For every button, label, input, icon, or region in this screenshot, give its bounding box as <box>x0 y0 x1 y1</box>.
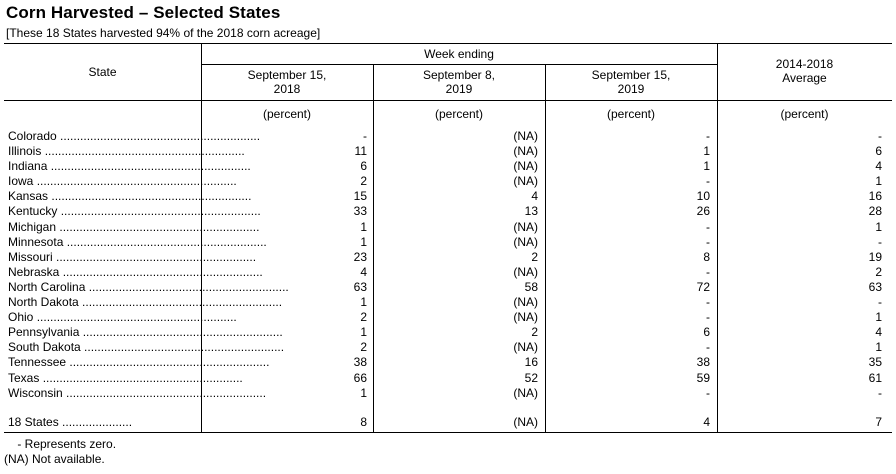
cell-value: 63 <box>868 279 882 294</box>
cell-value: 1 <box>703 159 710 174</box>
cell-value: (NA) <box>513 174 538 189</box>
state-name: South Dakota ............................................................ <box>8 340 285 355</box>
table-row <box>0 220 896 235</box>
header-col2: September 8, 2019 <box>422 68 496 96</box>
cell-value: 6 <box>360 159 367 174</box>
cell-value: 66 <box>353 370 367 385</box>
cell-value: - <box>706 234 710 249</box>
cell-value: - <box>878 234 882 249</box>
state-name: North Carolina ............................................................ <box>8 279 289 294</box>
total-value-col2: (NA) <box>513 415 538 429</box>
table-row <box>0 189 896 204</box>
state-name: Nebraska ............................................................ <box>8 264 263 279</box>
cell-value: (NA) <box>513 129 538 143</box>
table-row <box>0 310 896 325</box>
state-name: Wisconsin ............................................................ <box>8 385 267 400</box>
header-col3: September 15, 2019 <box>591 68 671 96</box>
cell-value: 35 <box>868 355 882 370</box>
state-name: Indiana ............................................................ <box>8 159 251 174</box>
cell-value: 1 <box>875 340 882 355</box>
footnote-zero: - Represents zero. <box>4 437 117 451</box>
cell-value: 61 <box>868 370 882 385</box>
table-body <box>0 129 896 401</box>
cell-value: 2 <box>531 249 538 264</box>
table-row <box>0 371 896 386</box>
table-row <box>0 204 896 219</box>
cell-value: 11 <box>354 144 367 159</box>
cell-value: 1 <box>360 219 367 234</box>
header-col1: September 15, 2018 <box>247 68 327 96</box>
state-name: Colorado ............................................................ <box>8 129 261 143</box>
cell-value: 2 <box>875 264 882 279</box>
cell-value: 2 <box>360 310 367 325</box>
cell-value: 6 <box>875 144 882 159</box>
header-top-rule <box>4 43 892 44</box>
cell-value: - <box>706 264 710 279</box>
state-name: Kansas ............................................................ <box>8 189 252 204</box>
cell-value: - <box>706 295 710 310</box>
table-row <box>0 295 896 310</box>
cell-value: 15 <box>353 189 367 204</box>
table-row <box>0 325 896 340</box>
unit-col2: (percent) <box>434 107 484 121</box>
cell-value: 63 <box>353 279 367 294</box>
cell-value: 23 <box>353 249 367 264</box>
cell-value: - <box>706 219 710 234</box>
cell-value: 52 <box>524 370 538 385</box>
header-state: State <box>88 65 117 79</box>
cell-value: 38 <box>353 355 367 370</box>
state-name: Michigan ............................................................ <box>8 219 260 234</box>
cell-value: 8 <box>703 249 710 264</box>
table-row <box>0 355 896 370</box>
cell-value: 16 <box>868 189 882 204</box>
cell-value: 19 <box>868 249 882 264</box>
state-name: Iowa ............................................................ <box>8 174 237 189</box>
cell-value: (NA) <box>513 385 538 400</box>
unit-col3: (percent) <box>606 107 656 121</box>
cell-value: (NA) <box>513 310 538 325</box>
state-name: Texas ............................................................ <box>8 370 243 385</box>
table-row <box>0 235 896 250</box>
cell-value: 4 <box>531 189 538 204</box>
header-bottom-rule <box>4 100 892 101</box>
state-name: North Dakota ............................................................ <box>8 295 283 310</box>
table-row <box>0 340 896 355</box>
total-row <box>0 415 896 430</box>
total-value-col1: 8 <box>360 415 367 429</box>
cell-value: 33 <box>353 204 367 219</box>
cell-value: - <box>706 340 710 355</box>
unit-col4: (percent) <box>780 107 829 121</box>
cell-value: - <box>878 385 882 400</box>
cell-value: - <box>706 174 710 189</box>
cell-value: 1 <box>360 234 367 249</box>
cell-value: - <box>706 385 710 400</box>
cell-value: 4 <box>875 325 882 340</box>
footnote-na: (NA) Not available. <box>4 452 105 466</box>
table-row <box>0 174 896 189</box>
table-row <box>0 144 896 159</box>
cell-value: 58 <box>524 279 538 294</box>
cell-value: 1 <box>875 219 882 234</box>
cell-value: 2 <box>531 325 538 340</box>
cell-value: 1 <box>360 295 367 310</box>
cell-value: (NA) <box>513 264 538 279</box>
state-name: Illinois ............................................................ <box>8 144 245 159</box>
cell-value: 28 <box>868 204 882 219</box>
cell-value: - <box>878 129 882 143</box>
cell-value: 2 <box>360 174 367 189</box>
total-label: 18 States ..................... <box>8 415 133 429</box>
cell-value: 59 <box>696 370 710 385</box>
cell-value: - <box>706 129 710 143</box>
table-row <box>0 159 896 174</box>
table-row <box>0 280 896 295</box>
cell-value: (NA) <box>513 295 538 310</box>
table-title: Corn Harvested – Selected States <box>6 3 281 22</box>
state-name: Minnesota ............................................................ <box>8 234 267 249</box>
cell-value: 2 <box>360 340 367 355</box>
state-name: Missouri ............................................................ <box>8 249 257 264</box>
cell-value: 1 <box>703 144 710 159</box>
table-row <box>0 129 896 144</box>
state-name: Pennsylvania ............................................................ <box>8 325 283 340</box>
cell-value: 13 <box>524 204 538 219</box>
header-col4: 2014-2018 Average <box>775 57 834 85</box>
cell-value: 26 <box>696 204 710 219</box>
cell-value: (NA) <box>513 340 538 355</box>
header-week-ending: Week ending <box>424 47 494 61</box>
state-name: Kentucky ............................................................ <box>8 204 261 219</box>
cell-value: 72 <box>696 279 710 294</box>
state-name: Ohio ............................................................ <box>8 310 237 325</box>
total-value-col3: 4 <box>703 415 710 429</box>
cell-value: 1 <box>360 325 367 340</box>
cell-value: (NA) <box>513 159 538 174</box>
state-name: Tennessee ............................................................ <box>8 355 270 370</box>
unit-col1: (percent) <box>262 107 312 121</box>
cell-value: 6 <box>703 325 710 340</box>
cell-value: 1 <box>360 385 367 400</box>
cell-value: - <box>878 295 882 310</box>
table-subtitle: [These 18 States harvested 94% of the 2018 corn acreage] <box>6 26 321 40</box>
cell-value: - <box>363 129 367 143</box>
cell-value: 10 <box>696 189 710 204</box>
cell-value: 4 <box>360 264 367 279</box>
week-ending-rule <box>201 64 718 65</box>
cell-value: 16 <box>524 355 538 370</box>
table-bottom-rule <box>4 432 892 433</box>
cell-value: 38 <box>696 355 710 370</box>
cell-value: (NA) <box>513 144 538 159</box>
total-value-col4: 7 <box>875 415 882 429</box>
table-row <box>0 250 896 265</box>
cell-value: - <box>706 310 710 325</box>
table-row <box>0 265 896 280</box>
cell-value: 1 <box>875 310 882 325</box>
cell-value: 4 <box>875 159 882 174</box>
cell-value: (NA) <box>513 219 538 234</box>
table-row <box>0 386 896 401</box>
cell-value: 1 <box>875 174 882 189</box>
cell-value: (NA) <box>513 234 538 249</box>
